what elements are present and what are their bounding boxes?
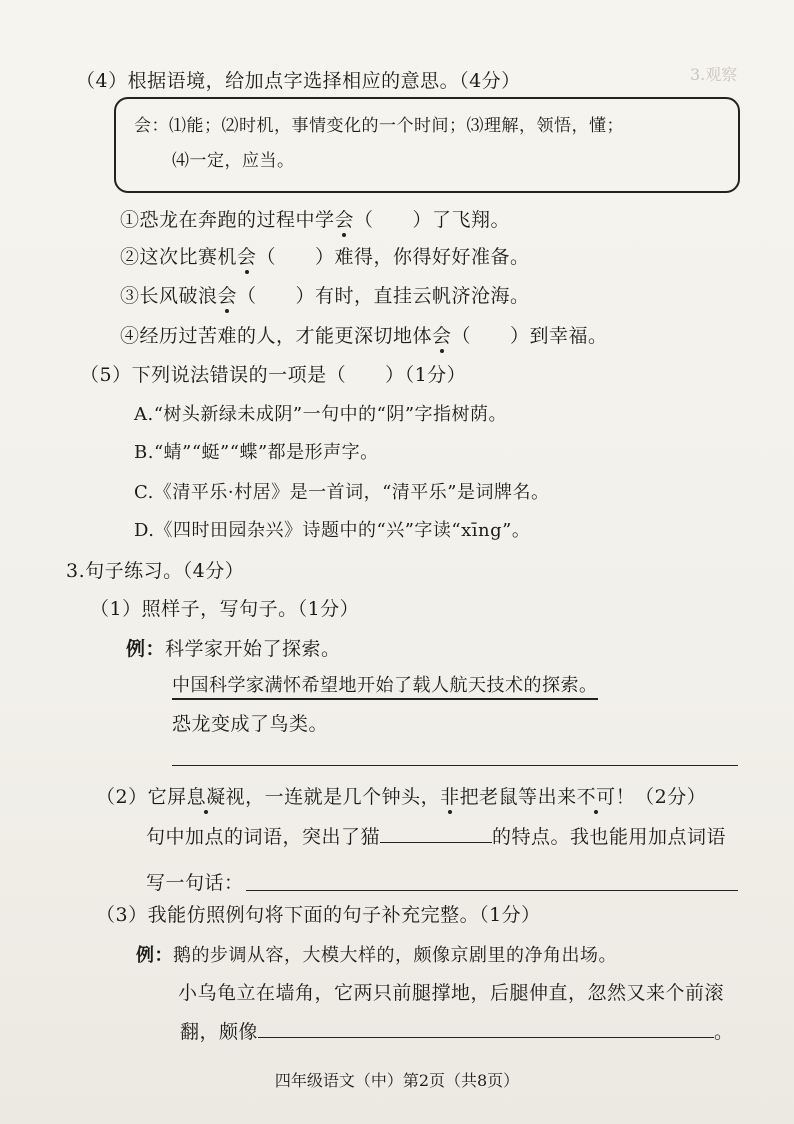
q3-2-answer-line[interactable] bbox=[246, 890, 738, 891]
item-text: 了飞翔。 bbox=[432, 209, 511, 231]
q2-4-item-3 bbox=[120, 284, 530, 308]
q3-1-prompt: 恐龙变成了鸟类。 bbox=[172, 713, 329, 735]
q3-2-title bbox=[96, 785, 706, 809]
q3-3-answer-blank[interactable] bbox=[258, 1021, 714, 1038]
answer-blank[interactable]: （ ） bbox=[451, 325, 530, 347]
q3-2-text: （2）它 bbox=[96, 786, 168, 808]
q3-2-text: 把老鼠等出来 bbox=[459, 786, 577, 808]
q3-3-text: 翻，颇像 bbox=[180, 1021, 259, 1043]
q3-title: 3.句子练习。（4分） bbox=[66, 560, 245, 582]
q3-2-text: 句中加点的词语，突出了猫 bbox=[146, 826, 381, 848]
definition-box bbox=[114, 97, 740, 193]
q3-2-line-2 bbox=[146, 824, 726, 849]
q3-1-answer-line[interactable] bbox=[172, 765, 738, 766]
dotted-word: 屏息凝视 bbox=[167, 786, 246, 808]
q3-3-line-1: 小乌龟立在墙角，它两只前腿撑地，后腿伸直，忽然又来个前滚 bbox=[178, 982, 725, 1004]
answer-blank[interactable]: （ ） bbox=[237, 285, 316, 307]
example-text: 鹅的步调从容，大模大样的，颇像京剧里的净角出场。 bbox=[173, 945, 617, 966]
example-text: 科学家开始了探索。 bbox=[165, 638, 341, 660]
example-label: 例： bbox=[126, 638, 166, 660]
q3-2-text: ，一连就是几个钟头， bbox=[245, 786, 441, 808]
q3-1-model-sentence bbox=[172, 674, 598, 698]
dotted-char: 会 bbox=[217, 285, 238, 307]
dotted-char: 会 bbox=[334, 209, 355, 231]
dotted-word: 不可 bbox=[576, 786, 616, 808]
q2-5-title: （5）下列说法错误的一项是（ ）（1分） bbox=[80, 364, 467, 386]
option-b: B.“蜻”“蜓”“蝶”都是形声字。 bbox=[134, 442, 379, 463]
item-text: ③长风破浪 bbox=[120, 285, 218, 307]
q3-2-line-3-label: 写一句话： bbox=[146, 872, 244, 894]
option-c: C.《清平乐·村居》是一首词，“清平乐”是词牌名。 bbox=[134, 482, 550, 503]
item-text: ④经历过苦难的人，才能更深切地体 bbox=[120, 325, 433, 347]
q3-3-line-2 bbox=[180, 1020, 734, 1044]
item-text: ②这次比赛机 bbox=[120, 246, 238, 268]
q3-1-title: （1）照样子，写句子。（1分） bbox=[90, 598, 360, 620]
model-sentence: 中国科学家满怀希望地开始了载人航天技术的探索。 bbox=[172, 675, 598, 700]
bleed-through-text: 3.观察 bbox=[690, 65, 738, 84]
dotted-char: 会 bbox=[432, 325, 452, 347]
q3-3-text: 。 bbox=[714, 1021, 734, 1043]
q3-3-title: （3）我能仿照例句将下面的句子补充完整。（1分） bbox=[96, 904, 541, 926]
item-text: 到幸福。 bbox=[529, 325, 608, 347]
definition-line-2: ⑷一定，应当。 bbox=[172, 151, 295, 171]
answer-blank[interactable]: （ ） bbox=[354, 209, 433, 231]
option-a: A.“树头新绿未成阴”一句中的“阴”字指树荫。 bbox=[134, 404, 508, 425]
definition-line-1: 会：⑴能；⑵时机，事情变化的一个时间；⑶理解，领悟，懂； bbox=[134, 116, 624, 136]
dotted-char: 会 bbox=[237, 246, 257, 268]
item-text: ①恐龙在奔跑的过程中学 bbox=[120, 209, 335, 231]
q2-4-item-1 bbox=[120, 208, 510, 232]
answer-blank[interactable]: （ ） bbox=[256, 246, 335, 268]
q2-4-item-4 bbox=[120, 324, 608, 348]
q2-4-item-2 bbox=[120, 245, 530, 269]
page-footer: 四年级语文（中）第2页（共8页） bbox=[274, 1071, 520, 1090]
q2-4-title: （4）根据语境，给加点字选择相应的意思。（4分） bbox=[76, 70, 521, 92]
trait-blank[interactable] bbox=[380, 824, 492, 843]
item-text: 有时，直挂云帆济沧海。 bbox=[315, 285, 530, 307]
q3-3-example bbox=[136, 944, 617, 968]
option-d: D.《四时田园杂兴》诗题中的“兴”字读“xīng”。 bbox=[134, 520, 531, 541]
dotted-word: 非 bbox=[440, 786, 460, 808]
item-text: 难得，你得好好准备。 bbox=[334, 246, 530, 268]
q3-1-example bbox=[126, 637, 341, 661]
q3-2-text: ！（2分） bbox=[615, 786, 707, 808]
q3-2-text: 的特点。我也能用加点词语 bbox=[492, 826, 727, 848]
example-label: 例： bbox=[136, 945, 173, 966]
